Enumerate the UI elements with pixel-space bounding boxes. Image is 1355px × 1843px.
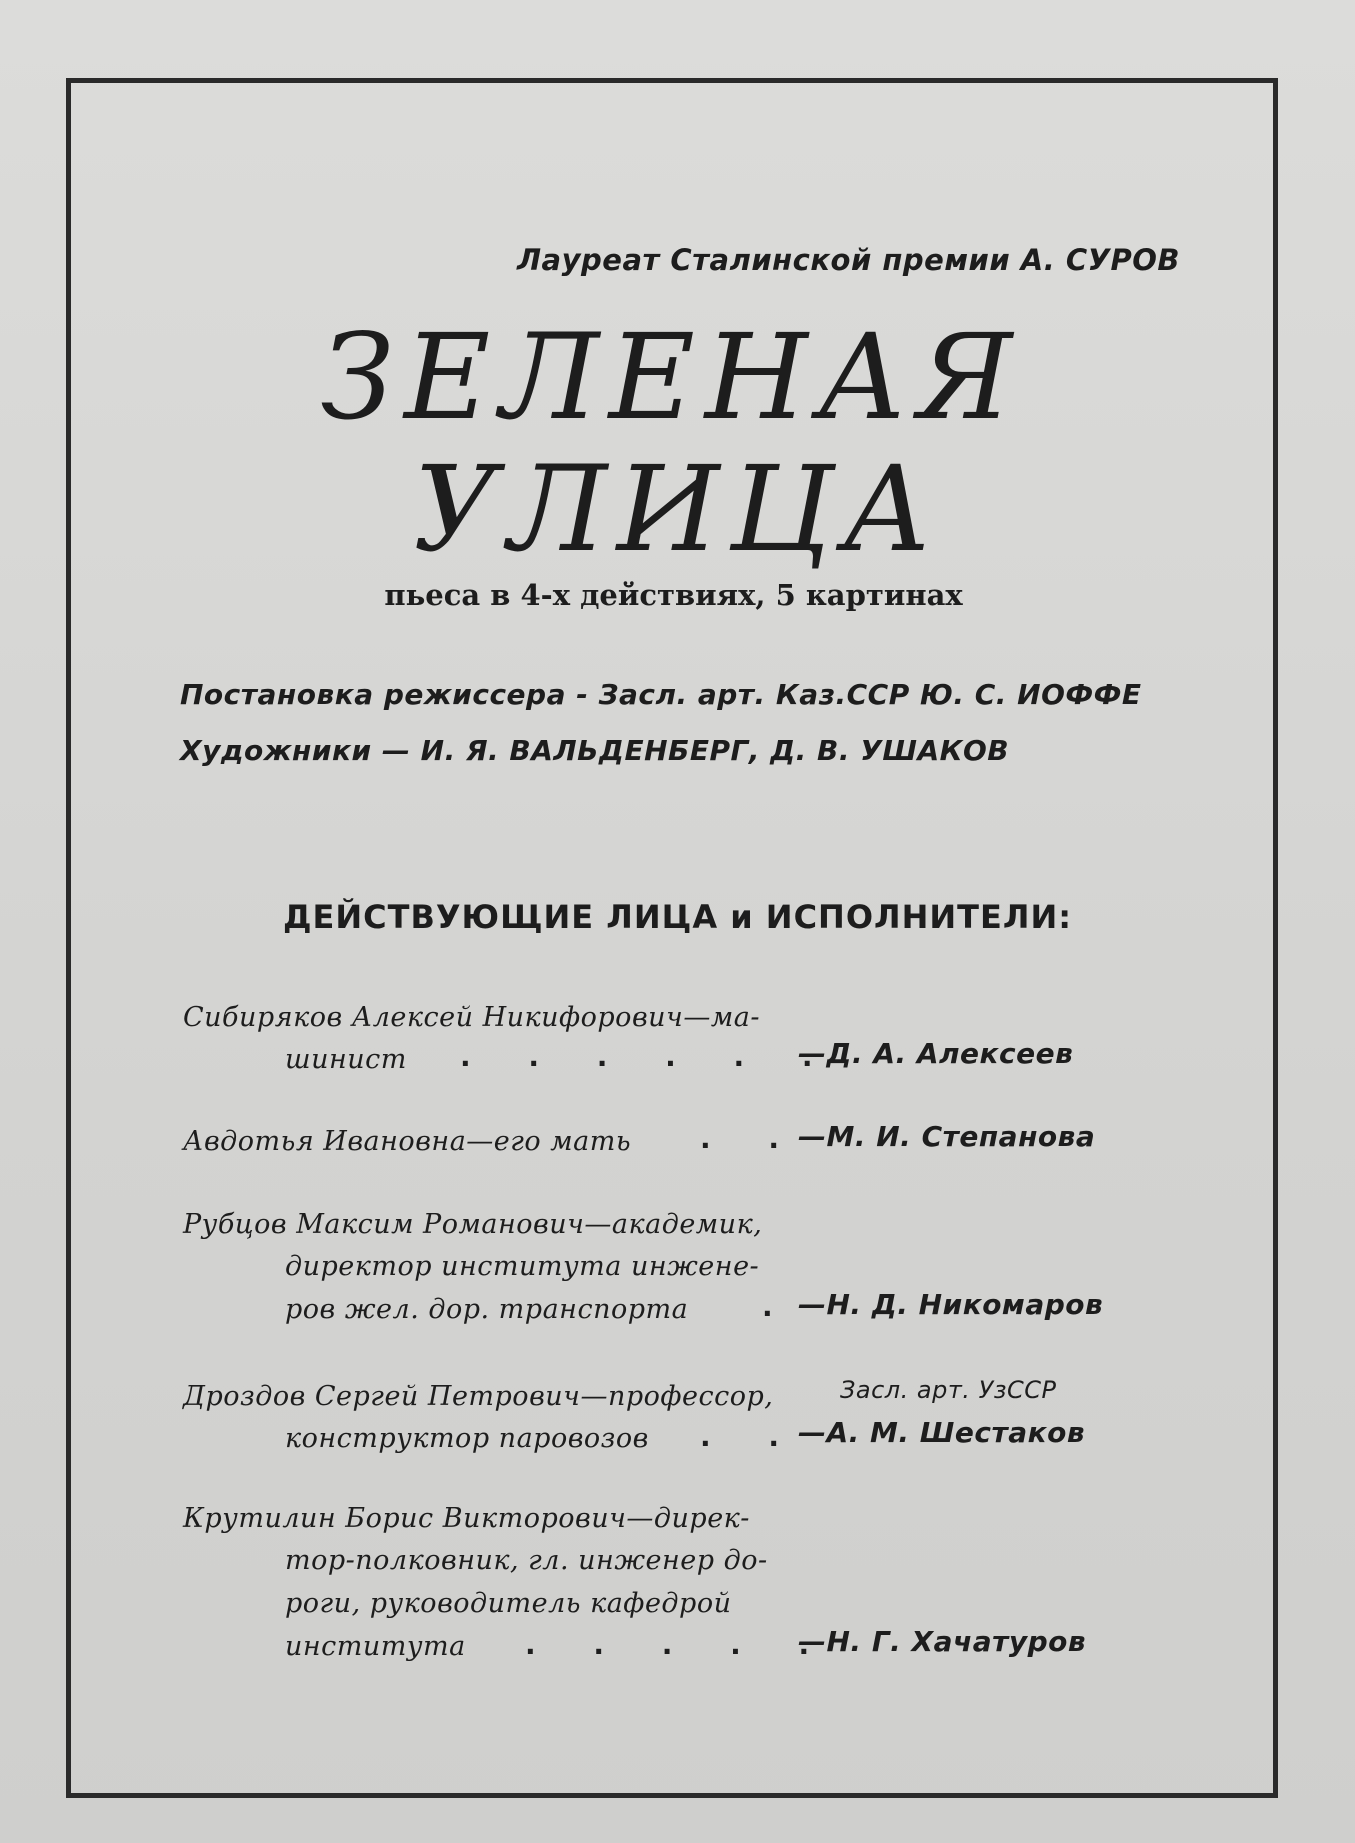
cast-role-line: Крутилин Борис Викторович—дирек- (183, 1503, 750, 1534)
cast-role-line: тор-полковник, гл. инженер до- (285, 1545, 768, 1576)
cast-role-line: роги, руководитель кафедрой (285, 1588, 732, 1619)
leader-dots: . . . . . . (460, 1040, 837, 1073)
play-title-line-2: УЛИЦА (413, 440, 942, 578)
leader-dots: . . . . . (525, 1628, 834, 1661)
director-credit: Постановка режиссера - Засл. арт. Каз.ССР Ю. С. ИОФФЕ (180, 678, 1142, 711)
artists-credit: Художники — И. Я. ВАЛЬДЕНБЕРГ, Д. В. УШАКОВ (180, 734, 1010, 767)
cast-actor: —М. И. Степанова (798, 1120, 1096, 1153)
cast-actor: —Н. Г. Хачатуров (798, 1625, 1087, 1658)
author-laureate-line: Лауреат Сталинской премии А. СУРОВ (516, 243, 1180, 277)
cast-role-line: конструктор паровозов (285, 1423, 649, 1454)
cast-role-line: института (285, 1631, 466, 1662)
cast-role-line: Дроздов Сергей Петрович—профессор, (183, 1381, 774, 1412)
actor-title-note: Засл. арт. УзССР (840, 1376, 1057, 1404)
cast-heading: ДЕЙСТВУЮЩИЕ ЛИЦА и ИСПОЛНИТЕЛИ: (282, 898, 1073, 936)
cast-role-line: директор института инжене- (285, 1251, 760, 1282)
play-subtitle: пьеса в 4-х действиях, 5 картинах (384, 578, 963, 612)
leader-dots: . . (700, 1122, 804, 1155)
cast-actor: —Н. Д. Никомаров (798, 1288, 1104, 1321)
leader-dots: . . (700, 1420, 804, 1453)
cast-role-line: шинист (285, 1044, 407, 1075)
play-title-line-1: ЗЕЛЕНАЯ (320, 308, 1023, 446)
cast-actor: —А. М. Шестаков (798, 1416, 1086, 1449)
cast-role-line: Авдотья Ивановна—его мать (183, 1126, 632, 1157)
cast-role-line: Сибиряков Алексей Никифорович—ма- (183, 1002, 760, 1033)
cast-role-line: ров жел. дор. транспорта (285, 1294, 689, 1325)
cast-actor: —Д. А. Алексеев (798, 1037, 1074, 1070)
leader-dots: . (762, 1290, 797, 1323)
cast-role-line: Рубцов Максим Романович—академик, (183, 1209, 763, 1240)
